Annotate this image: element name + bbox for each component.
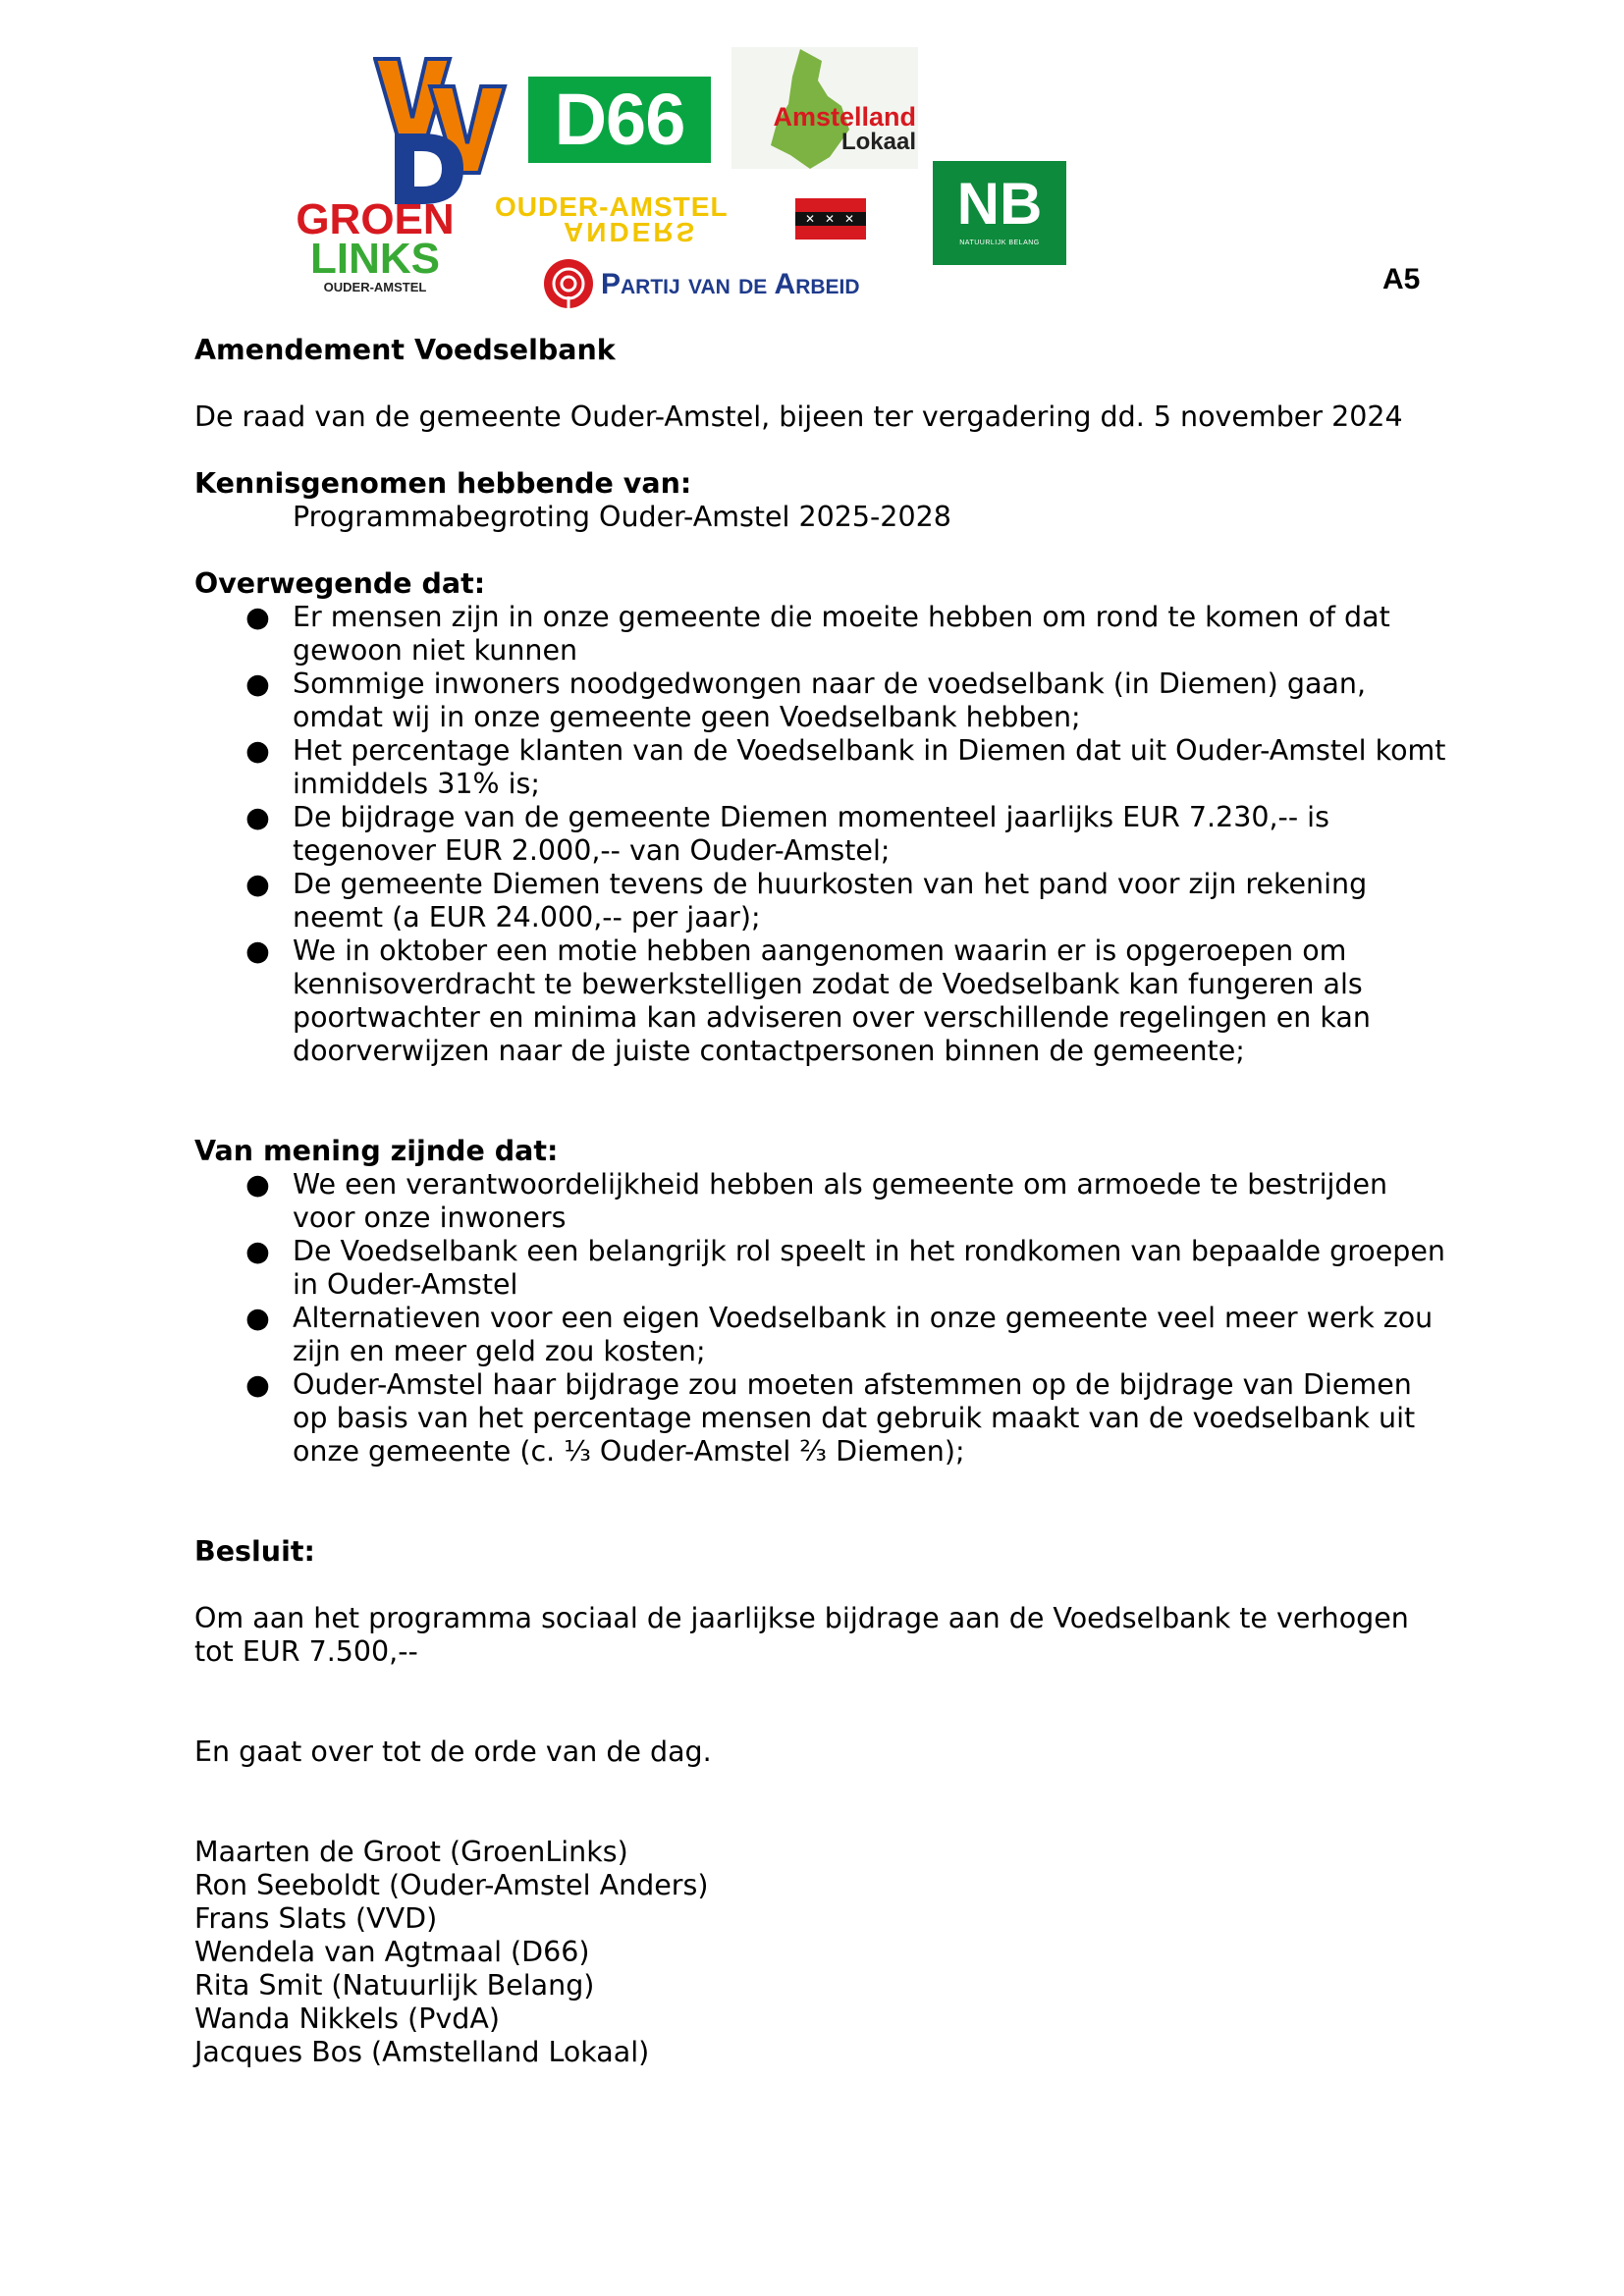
ouder-amstel-anders-logo bbox=[495, 191, 868, 247]
document-body bbox=[194, 334, 1451, 2069]
svg-text:✕: ✕ bbox=[805, 212, 816, 226]
amstelland-line2: Lokaal bbox=[840, 129, 916, 155]
bullet-icon: ● bbox=[245, 934, 270, 967]
nb-mark: NB bbox=[956, 171, 1043, 237]
svg-text:✕: ✕ bbox=[844, 212, 855, 226]
amstelland-line1: Amstelland bbox=[773, 102, 916, 132]
bullet-icon: ● bbox=[245, 1168, 270, 1201]
closing-text: En gaat over tot de orde van de dag. bbox=[194, 1735, 712, 1768]
list-item: ● Sommige inwoners noodgedwongen naar de voedselbank (in Diemen) gaan, omdat wij in onze gemeente geen Voedselbank hebben; bbox=[245, 667, 1367, 733]
intro-text: De raad van de gemeente Ouder-Amstel, bijeen ter vergadering dd. 5 november 2024 bbox=[194, 400, 1403, 433]
bullet-icon: ● bbox=[245, 1302, 270, 1334]
list-item: ● Ouder-Amstel haar bijdrage zou moeten afstemmen op de bijdrage van Diemen op basis van het percentage mensen dat gebruik maakt van de voedselbank uit onze gemeente (c. ⅓ Ouder-Amstel ⅔ Diemen); bbox=[245, 1368, 1416, 1468]
kennis-heading: Kennisgenomen hebbende van: bbox=[194, 467, 692, 500]
svg-text:✕: ✕ bbox=[825, 212, 836, 226]
rose-icon bbox=[542, 257, 595, 310]
list-item: ● Het percentage klanten van de Voedselbank in Diemen dat uit Ouder-Amstel komt inmiddels 31% is; bbox=[245, 734, 1446, 800]
signatory: Maarten de Groot (GroenLinks) bbox=[194, 1836, 628, 1868]
groenlinks-logo bbox=[277, 195, 473, 298]
besluit-text: Om aan het programma sociaal de jaarlijkse bijdrage aan de Voedselbank te verhogen tot EUR 7.500,-- bbox=[194, 1602, 1409, 1668]
bullet-icon: ● bbox=[245, 734, 270, 767]
groenlinks-line2: LINKS bbox=[310, 235, 440, 283]
bullet-icon: ● bbox=[245, 1235, 270, 1267]
overwegende-list bbox=[194, 601, 1451, 1068]
groenlinks-line1: GROEN bbox=[296, 195, 455, 243]
mening-list bbox=[194, 1168, 1451, 1468]
overwegende-heading: Overwegende dat: bbox=[194, 567, 486, 600]
oa-anders-flag-icon bbox=[795, 198, 866, 240]
signatory: Wendela van Agtmaal (D66) bbox=[194, 1936, 590, 1968]
list-item: ● Er mensen zijn in onze gemeente die moeite hebben om rond te komen of dat gewoon niet kunnen bbox=[245, 601, 1390, 667]
bullet-icon: ● bbox=[245, 601, 270, 633]
bullet-icon: ● bbox=[245, 1368, 270, 1401]
list-item: ● De bijdrage van de gemeente Diemen momenteel jaarlijks EUR 7.230,-- is tegenover EUR 2.000,-- van Ouder-Amstel; bbox=[245, 801, 1329, 867]
document-title: Amendement Voedselbank bbox=[194, 334, 616, 366]
list-item: ● De gemeente Diemen tevens de huurkosten van het pand voor zijn rekening neemt (a EUR 24.000,-- per jaar); bbox=[245, 868, 1368, 934]
signatory: Frans Slats (VVD) bbox=[194, 1902, 438, 1935]
list-item: ● Alternatieven voor een eigen Voedselbank in onze gemeente veel meer werk zou zijn en meer geld zou kosten; bbox=[245, 1302, 1434, 1367]
amstelland-lokaal-logo bbox=[731, 47, 918, 169]
oa-anders-line1: OUDER-AMSTEL bbox=[495, 191, 729, 222]
party-logos bbox=[0, 0, 1624, 324]
vvd-logo bbox=[373, 57, 511, 206]
groenlinks-line3: OUDER-AMSTEL bbox=[323, 280, 427, 294]
bullet-icon: ● bbox=[245, 667, 270, 700]
besluit-heading: Besluit: bbox=[194, 1535, 315, 1568]
natuurlijk-belang-logo bbox=[933, 161, 1066, 265]
document-code: A5 bbox=[1382, 263, 1421, 295]
signatories-list bbox=[194, 1836, 1451, 2069]
d66-logo bbox=[528, 77, 711, 163]
bullet-icon: ● bbox=[245, 801, 270, 833]
list-item: ● We in oktober een motie hebben aangenomen waarin er is opgeroepen om kennisoverdracht te bewerkstelligen zodat de Voedselbank kan fungeren als poortwachter en minima kan adviseren over verschillende regelingen en kan doorverwijzen naar de juiste contactpersonen binnen de gemeente; bbox=[245, 934, 1371, 1067]
signatory: Rita Smit (Natuurlijk Belang) bbox=[194, 1969, 595, 2002]
pvda-logo bbox=[542, 257, 921, 312]
signatory: Jacques Bos (Amstelland Lokaal) bbox=[194, 2036, 650, 2068]
nb-sub: NATUURLIJK BELANG bbox=[959, 240, 1040, 246]
kennis-item: Programmabegroting Ouder-Amstel 2025-2028 bbox=[293, 501, 951, 533]
mening-heading: Van mening zijnde dat: bbox=[194, 1135, 559, 1167]
signatory: Wanda Nikkels (PvdA) bbox=[194, 2002, 500, 2035]
list-item: ● De Voedselbank een belangrijk rol speelt in het rondkomen van bepaalde groepen in Ouder-Amstel bbox=[245, 1235, 1445, 1301]
list-item: ● We een verantwoordelijkheid hebben als gemeente om armoede te bestrijden voor onze inwoners bbox=[245, 1168, 1388, 1234]
signatory: Ron Seeboldt (Ouder-Amstel Anders) bbox=[194, 1869, 709, 1901]
pvda-text: Partij van de Arbeid bbox=[601, 268, 860, 300]
d66-logo-text: D66 bbox=[554, 79, 685, 160]
oa-anders-line2: ANDERS bbox=[564, 217, 698, 247]
bullet-icon: ● bbox=[245, 868, 270, 900]
